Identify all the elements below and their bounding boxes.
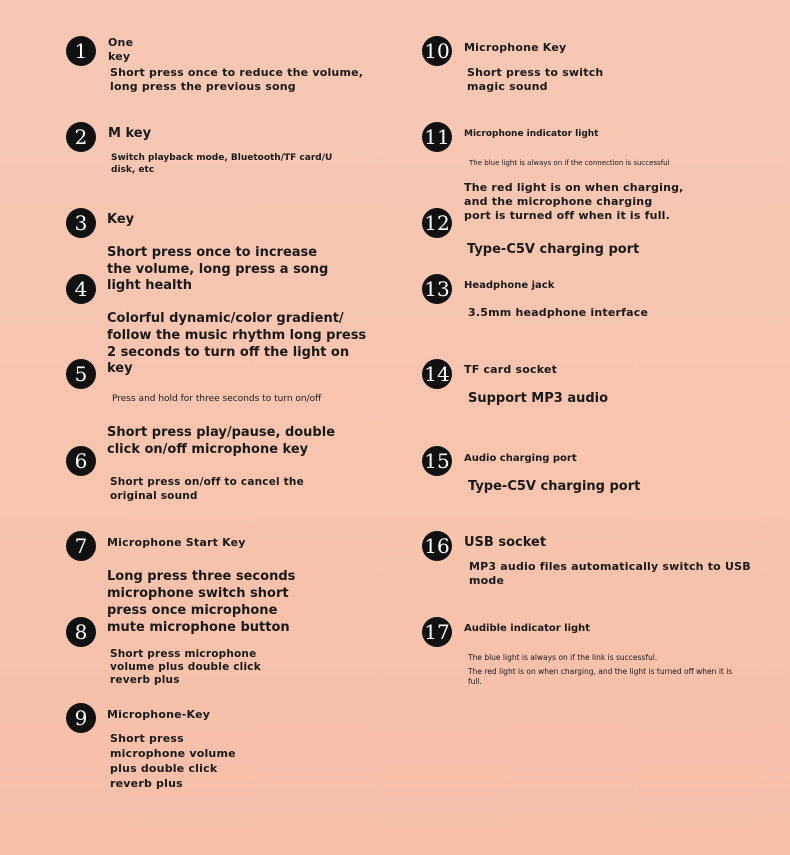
number-badge-1: 1: [66, 36, 96, 66]
item-3-title: Key: [107, 212, 135, 227]
item-13-desc: 3.5mm headphone interface: [468, 306, 649, 319]
item-2-title: M key: [108, 126, 152, 141]
number-badge-15: 15: [422, 446, 452, 476]
number-badge-7: 7: [66, 531, 96, 561]
number-badge-11: 11: [422, 122, 452, 152]
item-5-title: key: [107, 361, 133, 376]
number-badge-17: 17: [422, 617, 452, 647]
item-1-desc: Short press once to reduce the volume, long press the previous song: [110, 66, 364, 93]
item-14-desc: Support MP3 audio: [468, 391, 609, 406]
item-8-title: mute microphone button: [107, 620, 290, 635]
item-11-note: The blue light is always on if the connection is successful: [469, 159, 670, 167]
item-16-title: USB socket: [464, 535, 547, 550]
item-8-desc: Short press microphone volume plus double click reverb plus: [110, 648, 261, 686]
item-11-title: Microphone indicator light: [464, 129, 599, 139]
item-1-title: One key: [108, 36, 134, 63]
item-10-title: Microphone Key: [464, 41, 567, 54]
number-badge-5: 5: [66, 359, 96, 389]
number-badge-9: 9: [66, 703, 96, 733]
item-17-note-2: The red light is on when charging, and the light is turned off when it is full.: [468, 667, 733, 686]
item-7-desc: Long press three seconds microphone switch short press once microphone: [107, 569, 296, 618]
number-badge-10: 10: [422, 36, 452, 66]
number-badge-3: 3: [66, 208, 96, 238]
item-10-desc: Short press to switch magic sound: [467, 66, 604, 93]
number-badge-6: 6: [66, 446, 96, 476]
number-badge-8: 8: [66, 617, 96, 647]
item-17-note-1: The blue light is always on if the link is successful.: [468, 653, 658, 662]
item-16-desc: MP3 audio files automatically switch to USB mode: [469, 560, 751, 587]
item-12-title: Type-C5V charging port: [467, 242, 640, 257]
item-5-desc: Press and hold for three seconds to turn on/off: [112, 394, 322, 404]
item-6-title: Short press play/pause, double click on/off microphone key: [107, 425, 336, 457]
item-15-title: Audio charging port: [464, 453, 577, 464]
item-11-desc: The red light is on when charging, and the microphone charging port is turned off when it is full.: [464, 181, 684, 222]
item-3-desc: Short press once to increase the volume, long press a song: [107, 245, 329, 277]
item-14-title: TF card socket: [464, 363, 558, 376]
number-badge-16: 16: [422, 531, 452, 561]
number-badge-4: 4: [66, 274, 96, 304]
item-2-desc: Switch playback mode, Bluetooth/TF card/U disk, etc: [111, 153, 333, 175]
item-13-title: Headphone jack: [464, 280, 555, 291]
item-4-title: light health: [107, 278, 192, 293]
number-badge-14: 14: [422, 359, 452, 389]
number-badge-13: 13: [422, 274, 452, 304]
item-9-title: Microphone-Key: [107, 708, 211, 721]
number-badge-12: 12: [422, 208, 452, 238]
item-15-desc: Type-C5V charging port: [468, 479, 641, 494]
item-4-desc: Colorful dynamic/color gradient/ follow the music rhythm long press 2 seconds to turn off the light on: [107, 311, 367, 360]
item-9-desc: Short press microphone volume plus double click reverb plus: [110, 732, 236, 790]
item-7-title: Microphone Start Key: [107, 536, 246, 549]
number-badge-2: 2: [66, 122, 96, 152]
item-17-title: Audible indicator light: [464, 623, 591, 634]
item-6-desc: Short press on/off to cancel the original sound: [110, 476, 304, 502]
